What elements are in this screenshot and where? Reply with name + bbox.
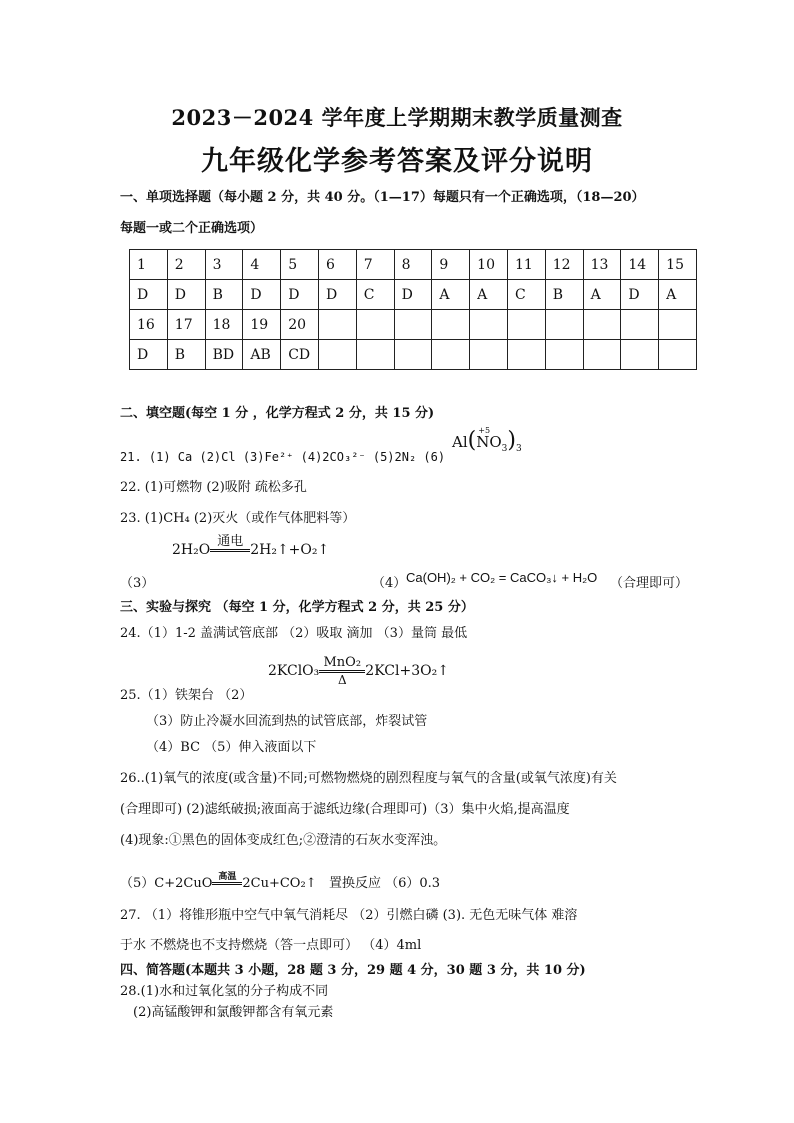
table-cell: 16 bbox=[130, 310, 168, 340]
table-cell: 19 bbox=[243, 310, 281, 340]
table-cell bbox=[356, 340, 394, 370]
table-cell: C bbox=[356, 280, 394, 310]
eq-heat: Δ bbox=[337, 673, 347, 687]
table-cell: D bbox=[394, 280, 432, 310]
table-cell: 20 bbox=[281, 310, 319, 340]
table-cell: 9 bbox=[432, 250, 470, 280]
table-cell: 4 bbox=[243, 250, 281, 280]
table-cell: B bbox=[167, 340, 205, 370]
q27-line-b: 于水 不燃烧也不支持燃烧（答一点即可） （4）4ml bbox=[120, 938, 422, 953]
formula-n: N bbox=[476, 433, 490, 451]
table-cell: D bbox=[318, 280, 356, 310]
table-cell: D bbox=[621, 280, 659, 310]
section2-heading: 二、填空题(每空 1 分 ，化学方程式 2 分，共 15 分) bbox=[120, 406, 435, 421]
section4-heading: 四、简答题(本题共 3 小题，28 题 3 分，29 题 4 分，30 题 3 分，共 10 分) bbox=[120, 963, 586, 978]
table-cell bbox=[621, 340, 659, 370]
table-cell bbox=[507, 310, 545, 340]
table-cell: D bbox=[130, 340, 168, 370]
eq-catalyst: MnO₂ bbox=[323, 655, 362, 670]
title-line-2: 九年级化学参考答案及评分说明 bbox=[201, 146, 593, 177]
q23-line: 23. (1)CH₄ (2)灭火（或作气体肥料等） bbox=[120, 511, 356, 526]
table-row-answers-1 bbox=[130, 280, 697, 310]
table-cell: 12 bbox=[545, 250, 583, 280]
table-cell: 15 bbox=[659, 250, 697, 280]
table-cell bbox=[659, 340, 697, 370]
table-cell: A bbox=[583, 280, 621, 310]
table-cell: AB bbox=[243, 340, 281, 370]
table-cell: 11 bbox=[507, 250, 545, 280]
section1-heading: 一、单项选择题（每小题 2 分，共 40 分。（1—17）每题只有一个正确选项，（18—20） bbox=[120, 190, 645, 205]
table-cell bbox=[318, 310, 356, 340]
q28-line-b: (2)高锰酸钾和氯酸钾都含有氧元素 bbox=[133, 1005, 334, 1020]
table-cell bbox=[621, 310, 659, 340]
eq-left: 2KClO₃ bbox=[268, 663, 320, 679]
table-cell bbox=[432, 310, 470, 340]
table-cell bbox=[659, 310, 697, 340]
answer-table bbox=[129, 249, 697, 370]
table-row-numbers-2 bbox=[130, 310, 697, 340]
table-cell: 1 bbox=[130, 250, 168, 280]
q21-formula: Al( +5 $NO_3)_3$ bbox=[452, 426, 522, 454]
table-cell: BD bbox=[205, 340, 243, 370]
q25-line-a: 25.（1）铁架台 （2） bbox=[120, 688, 253, 703]
q26-line-d bbox=[120, 872, 440, 891]
section1-heading-cont: 每题一或二个正确选项） bbox=[120, 221, 264, 236]
table-cell: 13 bbox=[583, 250, 621, 280]
table-cell: 7 bbox=[356, 250, 394, 280]
eq-right: 2H₂↑+O₂↑ bbox=[250, 542, 330, 558]
table-cell bbox=[583, 310, 621, 340]
table-cell: C bbox=[507, 280, 545, 310]
section3-heading: 三、实验与探究 （每空 1 分，化学方程式 2 分，共 25 分） bbox=[120, 600, 474, 615]
table-cell bbox=[470, 340, 508, 370]
table-cell: A bbox=[470, 280, 508, 310]
table-cell bbox=[545, 310, 583, 340]
table-cell bbox=[356, 310, 394, 340]
table-row-numbers-1 bbox=[130, 250, 697, 280]
q25-equation bbox=[268, 655, 449, 687]
formula-outer3: 3 bbox=[516, 444, 522, 454]
table-cell bbox=[470, 310, 508, 340]
q28-line-a: 28.(1)水和过氧化氢的分子构成不同 bbox=[120, 984, 329, 999]
q21-line: 21. (1) Ca (2)Cl (3)Fe²⁺ (4)2CO₃²⁻ (5)2N₂ (6) bbox=[120, 450, 446, 464]
table-cell: D bbox=[130, 280, 168, 310]
table-cell: B bbox=[545, 280, 583, 310]
q26-d-rest: 置换反应 （6）0.3 bbox=[328, 876, 441, 891]
table-cell bbox=[507, 340, 545, 370]
table-cell: CD bbox=[281, 340, 319, 370]
eq-condition: 通电 bbox=[217, 534, 244, 549]
formula-sub3: 3 bbox=[501, 444, 508, 454]
formula-al: Al bbox=[452, 433, 468, 451]
table-cell: 3 bbox=[205, 250, 243, 280]
formula-o: O bbox=[489, 433, 502, 451]
q23-4-equation: Ca(OH)₂ + CO₂ = CaCO₃↓ + H₂O bbox=[406, 570, 598, 585]
table-cell: 10 bbox=[470, 250, 508, 280]
q23-3-equation bbox=[172, 534, 329, 566]
eq-left: 2H₂O bbox=[172, 542, 211, 558]
table-cell bbox=[318, 340, 356, 370]
table-cell: 18 bbox=[205, 310, 243, 340]
table-cell: B bbox=[205, 280, 243, 310]
q26-d-left: （5）C+2CuO bbox=[120, 876, 213, 891]
q26-d-condition: 高温 bbox=[218, 872, 237, 882]
table-cell bbox=[432, 340, 470, 370]
table-cell: 17 bbox=[167, 310, 205, 340]
q23-4-label: （4） bbox=[372, 576, 407, 591]
q25-line-c: （4）BC （5）伸入液面以下 bbox=[146, 740, 317, 755]
q26-line-c: (4)现象:①黑色的固体变成红色;②澄清的石灰水变浑浊。 bbox=[120, 833, 447, 848]
table-cell bbox=[583, 340, 621, 370]
q26-line-a: 26..(1)氧气的浓度(或含量)不同;可燃物燃烧的剧烈程度与氧气的含量(或氧气浓度)有关 bbox=[120, 771, 617, 786]
table-cell bbox=[394, 340, 432, 370]
table-cell: 8 bbox=[394, 250, 432, 280]
table-cell: A bbox=[432, 280, 470, 310]
q26-d-right: 2Cu+CO₂↑ bbox=[242, 876, 317, 891]
q22-line: 22. (1)可燃物 (2)吸附 疏松多孔 bbox=[120, 480, 307, 495]
table-row-answers-2 bbox=[130, 340, 697, 370]
table-cell: D bbox=[167, 280, 205, 310]
table-cell: A bbox=[659, 280, 697, 310]
table-cell: 5 bbox=[281, 250, 319, 280]
q23-3-label: （3） bbox=[120, 576, 155, 591]
q23-4-note: （合理即可） bbox=[610, 576, 689, 591]
table-cell: D bbox=[281, 280, 319, 310]
table-cell: D bbox=[243, 280, 281, 310]
table-cell: 6 bbox=[318, 250, 356, 280]
table-cell: 2 bbox=[167, 250, 205, 280]
table-cell bbox=[394, 310, 432, 340]
table-cell: 14 bbox=[621, 250, 659, 280]
q25-line-b: （3）防止冷凝水回流到热的试管底部，炸裂试管 bbox=[146, 714, 428, 729]
q24-line: 24.（1）1-2 盖满试管底部 （2）吸取 滴加 （3）量筒 最低 bbox=[120, 626, 468, 641]
eq-right: 2KCl+3O₂↑ bbox=[365, 663, 449, 679]
q26-line-b: (合理即可) (2)滤纸破损;液面高于滤纸边缘(合理即可)（3）集中火焰,提高温度 bbox=[120, 802, 570, 817]
q27-line-a: 27. （1）将锥形瓶中空气中氧气消耗尽 （2）引燃白磷 (3). 无色无味气体 难溶 bbox=[120, 908, 578, 923]
formula-charge: +5 bbox=[478, 426, 491, 435]
title-line-1: 2023－2024 学年度上学期期末教学质量测查 bbox=[171, 105, 623, 130]
table-cell bbox=[545, 340, 583, 370]
